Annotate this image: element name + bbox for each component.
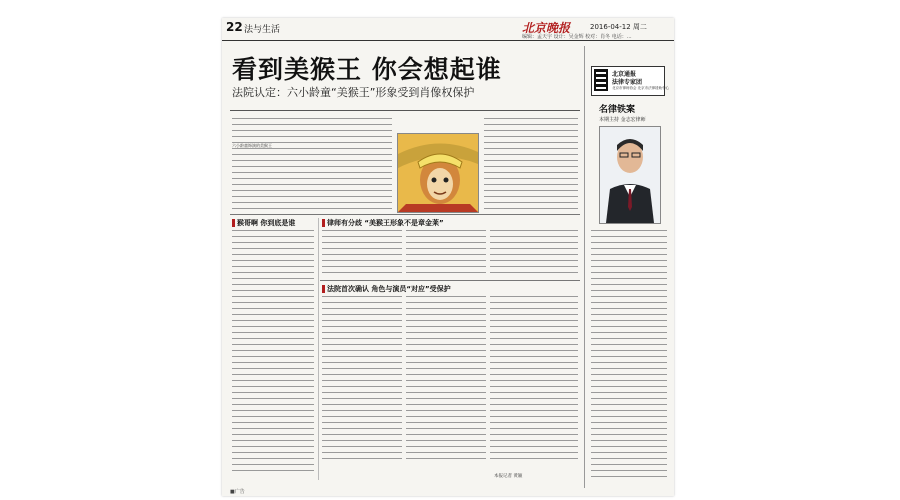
lawyer-portrait [599, 126, 661, 224]
section-marker [322, 285, 325, 293]
monkey-king-icon [398, 134, 478, 212]
newspaper-page [222, 18, 674, 496]
photo-caption: 六小龄童饰演的美猴王 [232, 143, 272, 148]
section1-text [232, 230, 314, 478]
article-subhead: 法院认定：六小龄童“美猴王”形象受到肖像权保护 [232, 86, 475, 99]
section3-text-b [406, 296, 486, 468]
logo-line-1: 北京通报 [612, 71, 637, 78]
page-header [222, 18, 674, 41]
section2-text-b [406, 230, 486, 276]
section-head-2: 律师有分歧 “美猴王形象不是章金莱” [322, 218, 444, 228]
section-name: 法与生活 [244, 25, 281, 35]
ad-label: ■广告 [230, 489, 245, 495]
logo-line-2: 法律专家团 [612, 79, 643, 86]
editor-credits: 编辑：孟天宇 设计：吴金辉 校对：肖冬 电话：... [522, 34, 632, 40]
column-logo [591, 66, 670, 96]
column-divider [318, 218, 319, 480]
lead-text-left [232, 118, 392, 210]
article-byline: 本报记者 黄颖 [494, 474, 523, 479]
section2-text-c [490, 230, 578, 276]
person-icon [600, 127, 660, 223]
lead-text-right [484, 118, 578, 210]
page-number: 22 [226, 20, 243, 34]
section-rule [320, 280, 580, 281]
stripes-icon [594, 69, 608, 91]
monkey-king-photo [397, 133, 479, 213]
section-head-1: 猴哥啊 你到底是谁 [232, 218, 295, 228]
section3-text-c [490, 296, 578, 468]
column-title: 名律铁案 [599, 105, 636, 115]
section-head-3: 法院首次确认 角色与演员“对应”受保护 [322, 284, 451, 294]
section-rule [230, 214, 580, 215]
section3-text-a [322, 296, 402, 468]
issue-date: 2016-04-12 周二 [590, 23, 647, 31]
article-headline: 看到美猴王 你会想起谁 [232, 55, 502, 84]
masthead-logo: 北京晚报 [522, 21, 571, 35]
expert-column [584, 46, 671, 488]
section2-text-a [322, 230, 402, 276]
headline-rule [230, 110, 580, 111]
column-text [591, 230, 667, 484]
section-marker [322, 219, 325, 227]
section-marker [232, 219, 235, 227]
column-host: 本期主持 金志宏律师 [599, 117, 646, 123]
logo-line-3: 北京市律师协会 北京市法律援助中心 [612, 86, 670, 90]
